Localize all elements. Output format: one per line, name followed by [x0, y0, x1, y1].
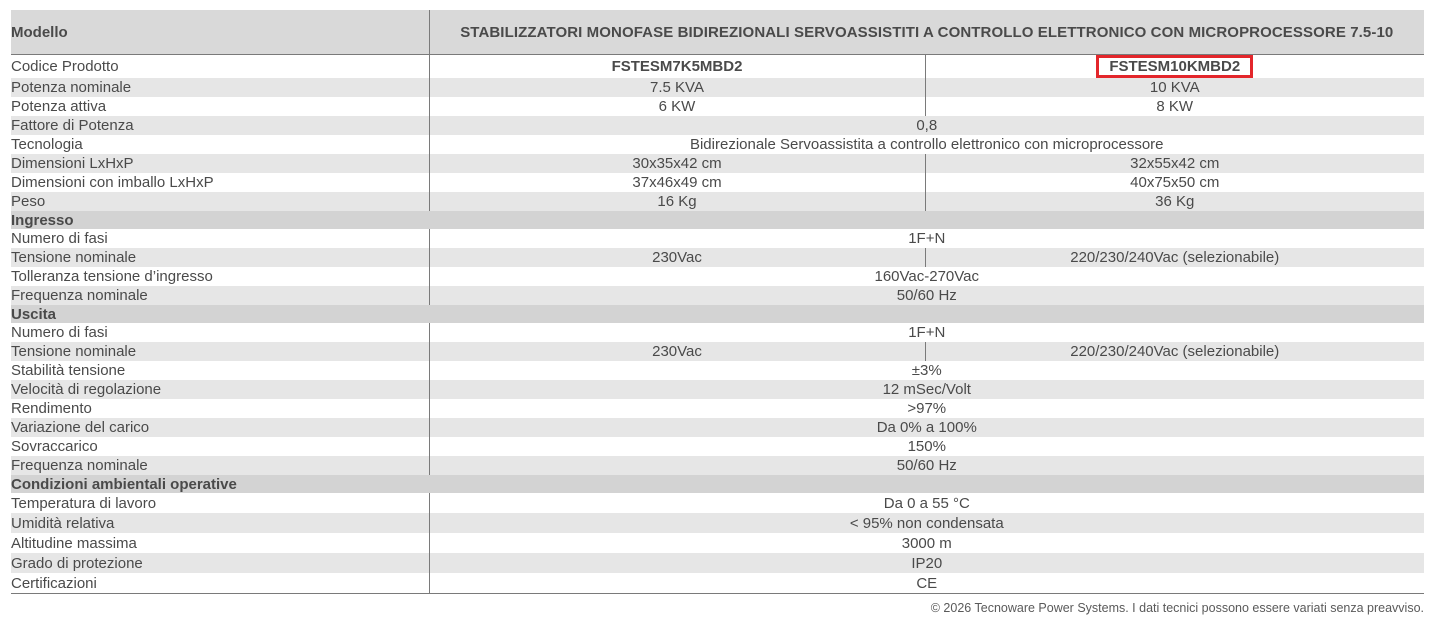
table-row: [11, 78, 1424, 97]
table-row: [11, 229, 1424, 248]
table-row: [11, 55, 1424, 79]
row-value-shared: CE: [429, 573, 1424, 594]
row-label: Tecnologia: [11, 136, 83, 153]
row-value-10k: 36 Kg: [925, 192, 1424, 211]
row-value-7k5: 7.5 KVA: [429, 78, 925, 97]
row-value-shared: >97%: [429, 399, 1424, 418]
row-value-7k5: [429, 55, 925, 79]
table-row: [11, 513, 1424, 533]
row-label: Certificazioni: [11, 574, 97, 592]
table-row: [11, 573, 1424, 594]
row-label: Umidità relativa: [11, 513, 429, 533]
row-label: Frequenza nominale: [11, 286, 429, 305]
row-value-7k5: 6 KW: [429, 97, 925, 116]
row-value-10k: [925, 55, 1424, 79]
row-label: Potenza nominale: [11, 78, 429, 97]
section-title: Uscita: [11, 305, 1424, 323]
row-value-shared: 50/60 Hz: [429, 456, 1424, 475]
row-label: Stabilità tensione: [11, 362, 126, 379]
row-value-shared: Bidirezionale Servoassistita a controllo elettronico con microprocessore: [429, 135, 1424, 154]
row-label: Tolleranza tensione d’ingresso: [11, 268, 213, 285]
row-label: Tensione nominale: [11, 342, 429, 361]
row-value-10k: 8 KW: [925, 97, 1424, 116]
row-value-shared: ±3%: [429, 361, 1424, 380]
row-label: Codice Prodotto: [11, 58, 119, 75]
row-label: Fattore di Potenza: [11, 116, 429, 135]
row-value-shared: 150%: [429, 437, 1424, 456]
row-value-shared: IP20: [429, 553, 1424, 573]
table-row: [11, 192, 1424, 211]
table-row: [11, 418, 1424, 437]
table-row: [11, 342, 1424, 361]
row-value-shared: 50/60 Hz: [429, 286, 1424, 305]
model-header-label: Modello: [11, 10, 429, 55]
table-row: [11, 380, 1424, 399]
table-row: [11, 456, 1424, 475]
row-value-shared: Da 0% a 100%: [429, 418, 1424, 437]
row-label: Peso: [11, 192, 429, 211]
row-label: Dimensioni con imballo LxHxP: [11, 174, 214, 191]
table-row: [11, 553, 1424, 573]
table-header-row: [11, 10, 1424, 55]
table-row: [11, 135, 1424, 154]
row-label: Numero di fasi: [11, 230, 108, 247]
row-label: Grado di protezione: [11, 553, 429, 573]
table-row: [11, 286, 1424, 305]
table-row: [11, 116, 1424, 135]
row-value-shared: 1F+N: [429, 229, 1424, 248]
row-value-shared: 160Vac-270Vac: [429, 267, 1424, 286]
row-value-7k5: 30x35x42 cm: [429, 154, 925, 173]
row-value-shared: 12 mSec/Volt: [429, 380, 1424, 399]
row-value-shared: 3000 m: [429, 533, 1424, 553]
footer-note: © 2026 Tecnoware Power Systems. I dati tecnici possono essere variati senza preavviso.: [930, 601, 1424, 615]
section-header: [11, 475, 1424, 493]
table-row: [11, 533, 1424, 553]
spec-table: [11, 10, 1424, 594]
row-value-7k5: 37x46x49 cm: [429, 173, 925, 192]
section-title: Ingresso: [11, 211, 1424, 229]
row-value-10k: 10 KVA: [925, 78, 1424, 97]
row-value-7k5: 230Vac: [429, 248, 925, 267]
row-label: Temperatura di lavoro: [11, 494, 157, 512]
row-value-shared: < 95% non condensata: [429, 513, 1424, 533]
model-header-title: STABILIZZATORI MONOFASE BIDIREZIONALI SERVOASSISTITI A CONTROLLO ELETTRONICO CON MICROPROCESSORE 7.5-10: [429, 10, 1424, 55]
row-label: Rendimento: [11, 400, 92, 417]
section-title: Condizioni ambientali operative: [11, 475, 1424, 493]
product-code-7k5: FSTESM7K5MBD2: [611, 58, 743, 75]
table-row: [11, 173, 1424, 192]
row-label: Variazione del carico: [11, 418, 429, 437]
section-header: [11, 305, 1424, 323]
row-label: Frequenza nominale: [11, 456, 429, 475]
row-label: Tensione nominale: [11, 248, 429, 267]
section-header: [11, 211, 1424, 229]
table-row: [11, 248, 1424, 267]
row-label: Altitudine massima: [11, 534, 137, 552]
table-row: [11, 323, 1424, 342]
row-label: Dimensioni LxHxP: [11, 154, 429, 173]
row-value-7k5: 230Vac: [429, 342, 925, 361]
row-value-7k5: 16 Kg: [429, 192, 925, 211]
row-value-10k: 40x75x50 cm: [925, 173, 1424, 192]
table-row: [11, 437, 1424, 456]
table-row: [11, 361, 1424, 380]
table-row: [11, 399, 1424, 418]
table-row: [11, 154, 1424, 173]
row-value-10k: 32x55x42 cm: [925, 154, 1424, 173]
row-value-10k: 220/230/240Vac (selezionabile): [925, 342, 1424, 361]
row-label: Numero di fasi: [11, 324, 108, 341]
row-label: Potenza attiva: [11, 98, 107, 115]
table-row: [11, 97, 1424, 116]
row-value-10k: 220/230/240Vac (selezionabile): [925, 248, 1424, 267]
row-value-shared: 0,8: [429, 116, 1424, 135]
row-label: Sovraccarico: [11, 438, 98, 455]
row-value-shared: 1F+N: [429, 323, 1424, 342]
table-row: [11, 267, 1424, 286]
table-row: [11, 493, 1424, 513]
row-value-shared: Da 0 a 55 °C: [429, 493, 1424, 513]
product-code-10k-highlighted: FSTESM10KMBD2: [1096, 55, 1253, 78]
row-label: Velocità di regolazione: [11, 380, 429, 399]
